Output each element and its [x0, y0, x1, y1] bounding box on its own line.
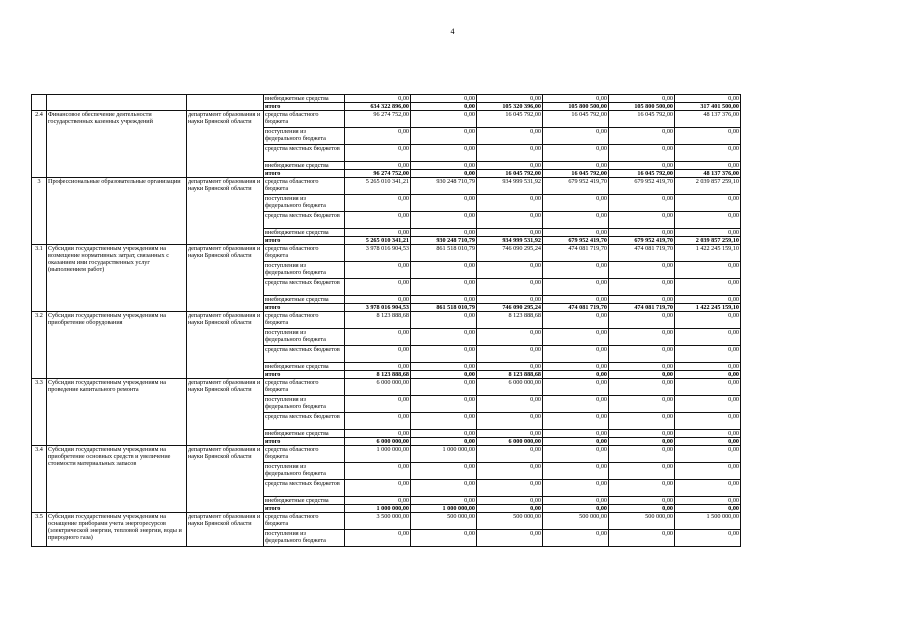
- source-label: внебюджетные средства: [264, 162, 345, 170]
- value-cell: 0,00: [477, 497, 543, 505]
- value-cell: 0,00: [411, 530, 477, 547]
- value-cell: 474 081 719,70: [543, 245, 609, 262]
- value-cell: 0,00: [609, 145, 675, 162]
- value-cell: 0,00: [345, 195, 411, 212]
- value-cell: 0,00: [345, 212, 411, 229]
- value-cell: 0,00: [543, 363, 609, 371]
- source-label: внебюджетные средства: [264, 229, 345, 237]
- value-cell: 930 248 710,79: [411, 237, 477, 245]
- value-cell: 3 978 016 904,53: [345, 245, 411, 262]
- value-cell: 0,00: [477, 212, 543, 229]
- value-cell: 0,00: [345, 363, 411, 371]
- value-cell: 0,00: [345, 480, 411, 497]
- value-cell: 8 123 888,68: [477, 371, 543, 379]
- value-cell: 0,00: [411, 296, 477, 304]
- table-row: [32, 379, 741, 396]
- source-label: поступления из федерального бюджета: [264, 463, 345, 480]
- item-name: Профессиональные образовательные организации: [47, 178, 187, 245]
- source-label: средства местных бюджетов: [264, 346, 345, 363]
- value-cell: 1 000 000,00: [411, 505, 477, 513]
- value-cell: 16 045 792,00: [609, 111, 675, 128]
- value-cell: 0,00: [675, 463, 741, 480]
- value-cell: 0,00: [543, 446, 609, 463]
- value-cell: 0,00: [477, 262, 543, 279]
- value-cell: 0,00: [609, 329, 675, 346]
- value-cell: 0,00: [609, 505, 675, 513]
- value-cell: 0,00: [609, 312, 675, 329]
- value-cell: 500 000,00: [477, 513, 543, 530]
- value-cell: 0,00: [543, 463, 609, 480]
- value-cell: 0,00: [411, 379, 477, 396]
- value-cell: 0,00: [477, 346, 543, 363]
- value-cell: 0,00: [609, 480, 675, 497]
- table-row: [32, 245, 741, 262]
- value-cell: 0,00: [675, 195, 741, 212]
- value-cell: 0,00: [543, 371, 609, 379]
- value-cell: 16 045 792,00: [609, 170, 675, 178]
- value-cell: 930 248 710,79: [411, 178, 477, 195]
- value-cell: 0,00: [543, 128, 609, 145]
- source-label: внебюджетные средства: [264, 296, 345, 304]
- value-cell: 679 952 419,70: [609, 178, 675, 195]
- value-cell: 0,00: [411, 111, 477, 128]
- value-cell: 0,00: [543, 329, 609, 346]
- value-cell: 48 137 376,00: [675, 111, 741, 128]
- value-cell: 0,00: [675, 530, 741, 547]
- source-label: внебюджетные средства: [264, 95, 345, 103]
- item-name: Субсидии государственным учреждениям на приобретение оборудования: [47, 312, 187, 379]
- value-cell: 0,00: [543, 296, 609, 304]
- value-cell: 0,00: [675, 497, 741, 505]
- value-cell: 0,00: [675, 363, 741, 371]
- value-cell: 634 322 896,00: [345, 103, 411, 111]
- source-label: поступления из федерального бюджета: [264, 128, 345, 145]
- value-cell: 3 978 016 904,53: [345, 304, 411, 312]
- source-label: средства местных бюджетов: [264, 480, 345, 497]
- value-cell: 48 137 376,00: [675, 170, 741, 178]
- item-name: Субсидии государственным учреждениям на проведение капитального ремонта: [47, 379, 187, 446]
- value-cell: 0,00: [477, 413, 543, 430]
- value-cell: 0,00: [609, 379, 675, 396]
- item-number: 3.4: [32, 446, 47, 513]
- value-cell: 0,00: [609, 530, 675, 547]
- index-cell: [32, 95, 47, 111]
- source-label: поступления из федерального бюджета: [264, 530, 345, 547]
- source-label: итого: [264, 505, 345, 513]
- source-label: средства местных бюджетов: [264, 413, 345, 430]
- source-label: средства местных бюджетов: [264, 145, 345, 162]
- value-cell: 0,00: [477, 145, 543, 162]
- value-cell: 0,00: [345, 329, 411, 346]
- value-cell: 0,00: [609, 430, 675, 438]
- executor-cell: [187, 95, 264, 111]
- value-cell: 0,00: [345, 128, 411, 145]
- value-cell: 0,00: [609, 463, 675, 480]
- item-executor: департамент образования и науки Брянской области: [187, 513, 264, 547]
- value-cell: 0,00: [543, 346, 609, 363]
- value-cell: 0,00: [543, 162, 609, 170]
- value-cell: 0,00: [411, 396, 477, 413]
- value-cell: 0,00: [345, 346, 411, 363]
- value-cell: 0,00: [345, 262, 411, 279]
- value-cell: 105 320 396,00: [477, 103, 543, 111]
- value-cell: 0,00: [609, 438, 675, 446]
- value-cell: 0,00: [609, 296, 675, 304]
- value-cell: 0,00: [411, 497, 477, 505]
- value-cell: 0,00: [543, 430, 609, 438]
- value-cell: 0,00: [477, 480, 543, 497]
- value-cell: 0,00: [675, 371, 741, 379]
- item-name: Субсидии государственным учреждениям на возмещение нормативных затрат, связанных с оказанием ими государственных услуг (выполнением работ): [47, 245, 187, 312]
- value-cell: 0,00: [411, 162, 477, 170]
- value-cell: 0,00: [411, 430, 477, 438]
- value-cell: 6 000 000,00: [477, 438, 543, 446]
- item-executor: департамент образования и науки Брянской области: [187, 379, 264, 446]
- value-cell: 0,00: [609, 128, 675, 145]
- value-cell: 0,00: [675, 262, 741, 279]
- source-label: средства областного бюджета: [264, 111, 345, 128]
- source-label: итого: [264, 438, 345, 446]
- value-cell: 0,00: [345, 296, 411, 304]
- value-cell: 0,00: [345, 396, 411, 413]
- value-cell: 0,00: [411, 262, 477, 279]
- value-cell: 0,00: [477, 530, 543, 547]
- item-executor: департамент образования и науки Брянской области: [187, 446, 264, 513]
- value-cell: 0,00: [477, 162, 543, 170]
- value-cell: 0,00: [345, 95, 411, 103]
- value-cell: 0,00: [477, 430, 543, 438]
- value-cell: 679 952 419,70: [543, 237, 609, 245]
- source-label: итого: [264, 304, 345, 312]
- value-cell: 0,00: [345, 229, 411, 237]
- value-cell: 0,00: [345, 162, 411, 170]
- value-cell: 0,00: [609, 371, 675, 379]
- item-executor: департамент образования и науки Брянской области: [187, 178, 264, 245]
- value-cell: 0,00: [411, 413, 477, 430]
- table-row: [32, 513, 741, 530]
- value-cell: 8 123 888,68: [345, 371, 411, 379]
- source-label: итого: [264, 371, 345, 379]
- value-cell: 96 274 752,00: [345, 111, 411, 128]
- value-cell: 0,00: [675, 438, 741, 446]
- item-executor: департамент образования и науки Брянской области: [187, 312, 264, 379]
- value-cell: 0,00: [411, 346, 477, 363]
- item-number: 3.5: [32, 513, 47, 547]
- value-cell: 6 000 000,00: [345, 438, 411, 446]
- item-name: Субсидии государственным учреждениям на оснащение приборами учета энергоресурсов (электрической энергии, тепловой энергии, воды и природного газа): [47, 513, 187, 547]
- source-label: итого: [264, 103, 345, 111]
- value-cell: 0,00: [543, 262, 609, 279]
- value-cell: 0,00: [411, 103, 477, 111]
- value-cell: 0,00: [543, 95, 609, 103]
- value-cell: 0,00: [675, 346, 741, 363]
- source-label: средства областного бюджета: [264, 379, 345, 396]
- value-cell: 0,00: [543, 480, 609, 497]
- value-cell: 0,00: [543, 379, 609, 396]
- value-cell: 0,00: [477, 296, 543, 304]
- value-cell: 746 090 295,24: [477, 304, 543, 312]
- value-cell: 0,00: [609, 396, 675, 413]
- value-cell: 96 274 752,00: [345, 170, 411, 178]
- value-cell: 0,00: [411, 212, 477, 229]
- item-number: 3.3: [32, 379, 47, 446]
- value-cell: 0,00: [345, 497, 411, 505]
- value-cell: 0,00: [675, 312, 741, 329]
- budget-table-body: [32, 95, 741, 547]
- table-row: [32, 312, 741, 329]
- value-cell: 861 518 010,79: [411, 245, 477, 262]
- table-row: [32, 178, 741, 195]
- source-label: поступления из федерального бюджета: [264, 396, 345, 413]
- item-executor: департамент образования и науки Брянской области: [187, 111, 264, 178]
- value-cell: 0,00: [609, 446, 675, 463]
- value-cell: 0,00: [675, 430, 741, 438]
- value-cell: 0,00: [609, 497, 675, 505]
- value-cell: 0,00: [543, 279, 609, 296]
- value-cell: 8 123 888,68: [345, 312, 411, 329]
- value-cell: 317 401 500,00: [675, 103, 741, 111]
- value-cell: 0,00: [543, 212, 609, 229]
- value-cell: 0,00: [411, 229, 477, 237]
- value-cell: 0,00: [675, 446, 741, 463]
- value-cell: 500 000,00: [411, 513, 477, 530]
- value-cell: 500 000,00: [609, 513, 675, 530]
- item-name: Субсидии государственным учреждениям на приобретение основных средств и увеличение стоимости материальных запасов: [47, 446, 187, 513]
- item-name: Финансовое обеспечение деятельности государственных казенных учреждений: [47, 111, 187, 178]
- value-cell: 0,00: [477, 128, 543, 145]
- value-cell: 0,00: [609, 212, 675, 229]
- value-cell: 0,00: [675, 279, 741, 296]
- value-cell: 0,00: [411, 312, 477, 329]
- value-cell: 0,00: [543, 312, 609, 329]
- value-cell: 3 500 000,00: [345, 513, 411, 530]
- value-cell: 1 422 245 159,10: [675, 245, 741, 262]
- item-number: 3: [32, 178, 47, 245]
- source-label: внебюджетные средства: [264, 497, 345, 505]
- value-cell: 0,00: [609, 162, 675, 170]
- value-cell: 16 045 792,00: [477, 170, 543, 178]
- value-cell: 0,00: [345, 145, 411, 162]
- value-cell: 0,00: [411, 438, 477, 446]
- value-cell: 0,00: [609, 262, 675, 279]
- value-cell: 0,00: [609, 363, 675, 371]
- value-cell: 0,00: [477, 463, 543, 480]
- value-cell: 0,00: [675, 396, 741, 413]
- value-cell: 0,00: [477, 396, 543, 413]
- value-cell: 0,00: [543, 396, 609, 413]
- value-cell: 0,00: [609, 413, 675, 430]
- value-cell: 0,00: [609, 229, 675, 237]
- table-row: [32, 95, 741, 103]
- value-cell: 0,00: [675, 95, 741, 103]
- value-cell: 474 081 719,70: [609, 304, 675, 312]
- value-cell: 105 800 500,00: [609, 103, 675, 111]
- value-cell: 1 000 000,00: [345, 505, 411, 513]
- value-cell: 0,00: [675, 379, 741, 396]
- value-cell: 0,00: [411, 195, 477, 212]
- value-cell: 0,00: [477, 329, 543, 346]
- value-cell: 0,00: [543, 145, 609, 162]
- value-cell: 0,00: [543, 413, 609, 430]
- value-cell: 0,00: [345, 463, 411, 480]
- value-cell: 16 045 792,00: [543, 111, 609, 128]
- source-label: внебюджетные средства: [264, 430, 345, 438]
- value-cell: 0,00: [411, 463, 477, 480]
- item-number: 2.4: [32, 111, 47, 178]
- item-executor: департамент образования и науки Брянской области: [187, 245, 264, 312]
- value-cell: 0,00: [675, 128, 741, 145]
- source-label: средства областного бюджета: [264, 312, 345, 329]
- value-cell: 16 045 792,00: [477, 111, 543, 128]
- value-cell: 5 265 010 341,21: [345, 178, 411, 195]
- source-label: поступления из федерального бюджета: [264, 262, 345, 279]
- value-cell: 0,00: [675, 212, 741, 229]
- value-cell: 0,00: [543, 195, 609, 212]
- page-number: 4: [450, 27, 455, 36]
- budget-table: [31, 94, 741, 547]
- value-cell: 0,00: [477, 279, 543, 296]
- value-cell: 1 500 000,00: [675, 513, 741, 530]
- value-cell: 0,00: [609, 279, 675, 296]
- source-label: средства областного бюджета: [264, 178, 345, 195]
- source-label: средства областного бюджета: [264, 446, 345, 463]
- value-cell: 0,00: [411, 145, 477, 162]
- value-cell: 0,00: [675, 229, 741, 237]
- value-cell: 1 422 245 159,10: [675, 304, 741, 312]
- value-cell: 0,00: [675, 162, 741, 170]
- source-label: средства местных бюджетов: [264, 279, 345, 296]
- source-label: итого: [264, 237, 345, 245]
- value-cell: 5 265 010 341,21: [345, 237, 411, 245]
- source-label: внебюджетные средства: [264, 363, 345, 371]
- table-row: [32, 446, 741, 463]
- value-cell: 474 081 719,70: [543, 304, 609, 312]
- item-number: 3.1: [32, 245, 47, 312]
- value-cell: 861 518 010,79: [411, 304, 477, 312]
- source-label: итого: [264, 170, 345, 178]
- value-cell: 746 090 295,24: [477, 245, 543, 262]
- value-cell: 0,00: [543, 497, 609, 505]
- value-cell: 679 952 419,70: [609, 237, 675, 245]
- source-label: средства местных бюджетов: [264, 212, 345, 229]
- value-cell: 0,00: [477, 363, 543, 371]
- value-cell: 0,00: [411, 95, 477, 103]
- value-cell: 0,00: [345, 279, 411, 296]
- value-cell: 105 800 500,00: [543, 103, 609, 111]
- value-cell: 0,00: [477, 95, 543, 103]
- value-cell: 934 999 531,92: [477, 178, 543, 195]
- value-cell: 0,00: [675, 296, 741, 304]
- table-row: [32, 111, 741, 128]
- value-cell: 0,00: [609, 95, 675, 103]
- value-cell: 8 123 888,68: [477, 312, 543, 329]
- value-cell: 16 045 792,00: [543, 170, 609, 178]
- value-cell: 0,00: [477, 229, 543, 237]
- value-cell: 0,00: [675, 329, 741, 346]
- value-cell: 0,00: [411, 371, 477, 379]
- value-cell: 934 999 531,92: [477, 237, 543, 245]
- value-cell: 0,00: [477, 195, 543, 212]
- value-cell: 0,00: [477, 446, 543, 463]
- value-cell: 0,00: [543, 229, 609, 237]
- value-cell: 0,00: [477, 505, 543, 513]
- value-cell: 0,00: [345, 413, 411, 430]
- source-label: средства областного бюджета: [264, 245, 345, 262]
- value-cell: 0,00: [675, 413, 741, 430]
- value-cell: 500 000,00: [543, 513, 609, 530]
- value-cell: 0,00: [543, 530, 609, 547]
- value-cell: 1 000 000,00: [411, 446, 477, 463]
- value-cell: 0,00: [543, 505, 609, 513]
- value-cell: 0,00: [411, 480, 477, 497]
- value-cell: 0,00: [609, 346, 675, 363]
- value-cell: 0,00: [675, 505, 741, 513]
- value-cell: 2 039 857 259,10: [675, 178, 741, 195]
- item-number: 3.2: [32, 312, 47, 379]
- value-cell: 0,00: [675, 480, 741, 497]
- value-cell: 679 952 419,70: [543, 178, 609, 195]
- name-cell: [47, 95, 187, 111]
- value-cell: 1 000 000,00: [345, 446, 411, 463]
- value-cell: 0,00: [609, 195, 675, 212]
- value-cell: 0,00: [345, 530, 411, 547]
- value-cell: 2 039 857 259,10: [675, 237, 741, 245]
- value-cell: 0,00: [345, 430, 411, 438]
- value-cell: 0,00: [411, 128, 477, 145]
- source-label: поступления из федерального бюджета: [264, 329, 345, 346]
- value-cell: 0,00: [411, 329, 477, 346]
- value-cell: 0,00: [411, 363, 477, 371]
- source-label: поступления из федерального бюджета: [264, 195, 345, 212]
- value-cell: 0,00: [411, 170, 477, 178]
- value-cell: 6 000 000,00: [477, 379, 543, 396]
- value-cell: 474 081 719,70: [609, 245, 675, 262]
- source-label: средства областного бюджета: [264, 513, 345, 530]
- value-cell: 0,00: [675, 145, 741, 162]
- value-cell: 6 000 000,00: [345, 379, 411, 396]
- value-cell: 0,00: [411, 279, 477, 296]
- value-cell: 0,00: [543, 438, 609, 446]
